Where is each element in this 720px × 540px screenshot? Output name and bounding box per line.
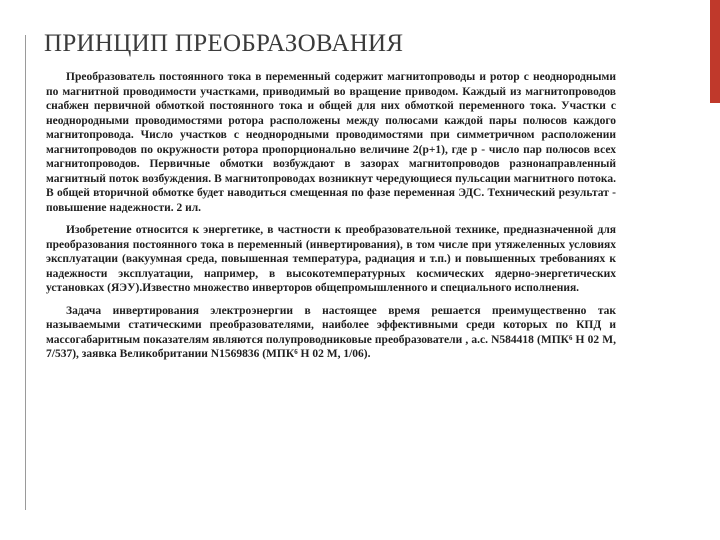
paragraph-3: Задача инвертирования электроэнергии в настоящее время решается преимущественно так называемыми статическими преобразователями, наиболее эффективными среди которых по КПД и массогабаритным показателям являются полупроводниковые преобразователи , а.с. N584418 (МПК⁶ Н 02 М, 7/537), заявка Великобритании N1569836 (МПК⁶ Н 02 М, 1/06). xyxy=(46,304,616,360)
slide-body xyxy=(46,70,616,370)
left-divider-line xyxy=(25,35,26,510)
paragraph-1: Преобразователь постоянного тока в переменный содержит магнитопроводы и ротор с неоднородными по магнитной проводимости участками, приводимый во вращение приводом. Каждый из магнитопроводов снабжен первичной обмоткой постоянного тока и общей для них обмоткой переменного тока. Участки с неоднородными проводимостями ротора расположены между полюсами каждой пары полюсов каждого магнитопровода. Число участков с неоднородными проводимостями при симметричном расположении магнитопроводов по окружности ротора пропорционально величине 2(р+1), где р - число пар полюсов всех магнитопроводов. Первичные обмотки возбуждают в зазорах магнитопроводов разнонаправленный магнитный поток возбуждения. В магнитопроводах возникнут чередующиеся пульсации магнитного потока. В общей вторичной обмотке будет наводиться смещенная по фазе переменная ЭДС. Технический результат - повышение надежности. 2 ил. xyxy=(46,71,616,214)
slide-title: ПРИНЦИП ПРЕОБРАЗОВАНИЯ xyxy=(44,30,404,57)
accent-bar xyxy=(710,0,720,103)
paragraph-2: Изобретение относится к энергетике, в частности к преобразовательной технике, предназначенной для преобразования постоянного тока в переменный (инвертирования), в том числе при утяжеленных условиях эксплуатации (вакуумная среда, повышенная температура, радиация и т.п.) и повышенных требованиях к надежности эксплуатации, например, в высокотемпературных космических ядерно-энергетических установках (ЯЭУ).Известно множество инверторов общепромышленного и специального исполнения. xyxy=(46,224,616,294)
